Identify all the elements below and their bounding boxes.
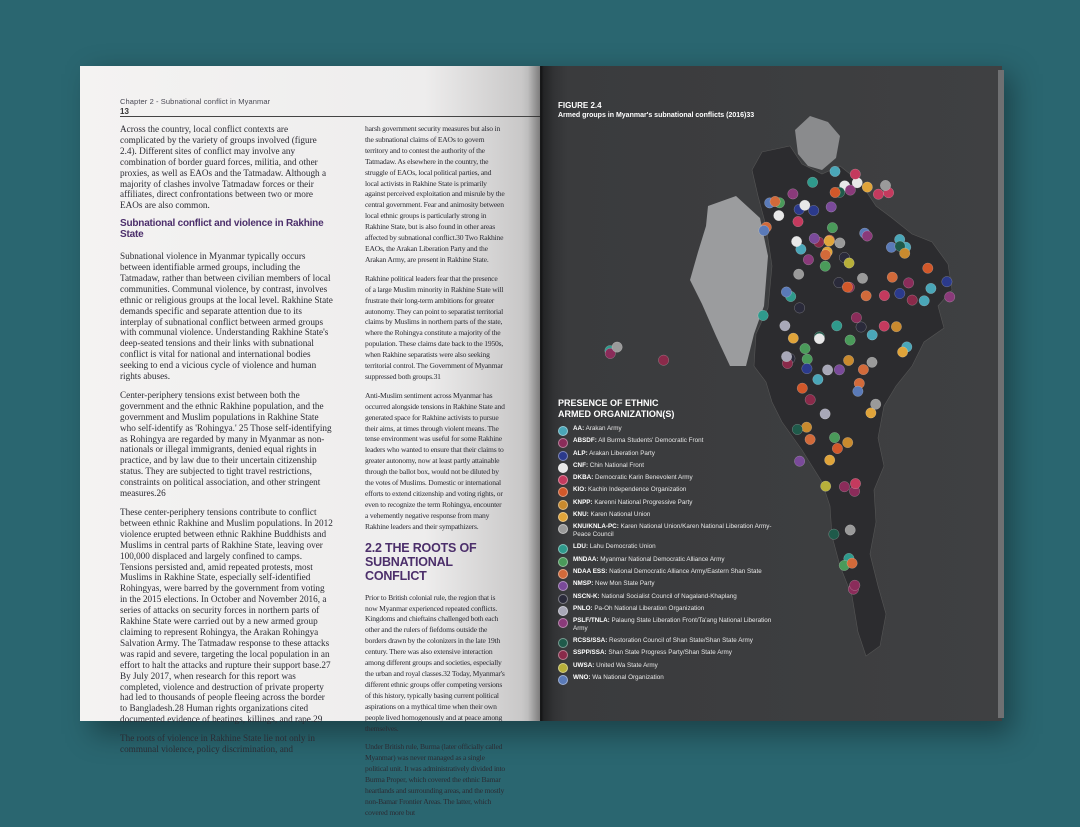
legend-label bbox=[573, 649, 732, 657]
legend-name: Myanmar National Democratic Alliance Army bbox=[598, 555, 725, 563]
eao-marker bbox=[803, 255, 813, 265]
eao-marker bbox=[853, 386, 863, 396]
eao-marker bbox=[919, 296, 929, 306]
eao-marker bbox=[658, 355, 668, 365]
legend-name: Shan State Progress Party/Shan State Army bbox=[606, 649, 732, 657]
legend-label bbox=[573, 450, 655, 458]
legend-abbr: KNPP: bbox=[573, 498, 593, 506]
eao-marker bbox=[858, 364, 868, 374]
eao-marker bbox=[788, 189, 798, 199]
legend-item bbox=[558, 543, 818, 555]
eao-marker bbox=[867, 357, 877, 367]
eao-marker bbox=[612, 342, 622, 352]
legend-name: Lahu Democratic Union bbox=[588, 543, 656, 551]
eao-marker bbox=[891, 322, 901, 332]
eao-marker bbox=[903, 278, 913, 288]
legend-name: United Wa State Army bbox=[594, 661, 658, 669]
eao-marker bbox=[821, 481, 831, 491]
eao-marker bbox=[791, 236, 801, 246]
legend-item bbox=[558, 462, 818, 474]
legend-title: PRESENCE OF ETHNIC ARMED ORGANIZATION(S) bbox=[558, 398, 675, 419]
legend-label bbox=[573, 499, 692, 507]
eao-marker bbox=[842, 282, 852, 292]
eao-marker bbox=[832, 321, 842, 331]
legend-item bbox=[558, 662, 818, 674]
legend-name: Wa National Organization bbox=[590, 674, 664, 682]
legend-label bbox=[573, 543, 656, 551]
eao-marker bbox=[770, 196, 780, 206]
legend-abbr: NMSP: bbox=[573, 580, 594, 588]
eao-marker bbox=[820, 250, 830, 260]
eao-marker bbox=[926, 283, 936, 293]
legend-abbr: PNLO: bbox=[573, 604, 593, 612]
legend-label bbox=[573, 568, 762, 576]
eao-marker bbox=[897, 347, 907, 357]
legend-item bbox=[558, 556, 818, 568]
paragraph: Across the country, local conflict contexts are complicated by the variety of groups involved (figure 2.4). Different sites of conflict may involve any combination of border guard forces, militia, and other proxies, as well as EAOs and the Tatmadaw. Although a majority of clashes involve Tatmadaw forces or their affiliates, direct confrontations between two or more EAOs are also common. bbox=[120, 124, 327, 211]
chapter-section-heading: 2.2 THE ROOTS OF SUBNATIONAL CONFLICT bbox=[365, 540, 477, 583]
eao-marker bbox=[809, 205, 819, 215]
eao-marker bbox=[843, 437, 853, 447]
eao-marker bbox=[814, 334, 824, 344]
legend-abbr: LDU: bbox=[573, 543, 589, 551]
eao-marker bbox=[758, 310, 768, 320]
legend-abbr: DKBA: bbox=[573, 474, 594, 482]
legend-swatch bbox=[558, 650, 568, 660]
legend-label bbox=[573, 474, 693, 482]
legend-name: Arakan Army bbox=[584, 425, 622, 432]
paragraph: The roots of violence in Rakhine State lie not only in communal violence, policy discrimination, and bbox=[120, 733, 315, 755]
eao-marker bbox=[862, 182, 872, 192]
legend-swatch bbox=[558, 544, 568, 554]
legend-name: Karen National Union bbox=[588, 511, 651, 519]
legend-label bbox=[573, 486, 686, 494]
eao-marker bbox=[907, 295, 917, 305]
text-column-1 bbox=[120, 124, 334, 763]
paragraph: harsh government security measures but also in the subnational claims of EAOs to govern territory and to contest the authority of the Tatmadaw. As elsewhere in the country, the struggle of EAOs, local political parties, and local activists in Rakhine State is primarily against perceived exploitation and misrule by the central government. Fear and animosity between local ethnic groups is particularly strong in Rakhine State, but is also found in other areas affected by subnational conflict.30 Two Rakhine EAOs, the Arakan Liberation Party and the Arakan Army, are present in Rakhine State. bbox=[365, 124, 505, 264]
eao-marker bbox=[873, 189, 883, 199]
paragraph: Prior to British colonial rule, the region that is now Myanmar experienced repeated conflicts. Kingdoms and chieftains challenged both each other and the rulers of fiefdoms outside the borders drawn by the colonizers in the late 19th century. There was also extensive interaction among different groups and societies, especially the urban and royal classes.32 Today, Myanmar's different ethnic groups offer competing versions of this history, typically basing current political aspirations on a mythical time when their own people lived homogenously and at peace among themselves. bbox=[365, 592, 505, 733]
legend-item bbox=[558, 474, 818, 486]
legend-name: National Socialist Council of Nagaland-Khaplang bbox=[599, 592, 737, 600]
eao-marker bbox=[923, 263, 933, 273]
legend-swatch bbox=[558, 638, 568, 648]
eao-marker bbox=[847, 558, 857, 568]
eao-marker bbox=[805, 395, 815, 405]
legend-item bbox=[558, 568, 818, 580]
legend-label bbox=[573, 425, 622, 433]
eao-marker bbox=[942, 277, 952, 287]
legend-name: Karen National Union/Karen National Liberation Army-Peace Council bbox=[573, 523, 772, 539]
eao-marker bbox=[880, 180, 890, 190]
legend-item bbox=[558, 593, 818, 605]
legend-item bbox=[558, 523, 818, 543]
legend-swatch bbox=[558, 594, 568, 604]
legend-item bbox=[558, 450, 818, 462]
legend-swatch bbox=[558, 463, 568, 473]
legend-swatch bbox=[558, 487, 568, 497]
legend-abbr: NSCN-K: bbox=[573, 592, 600, 600]
legend-abbr: RCSS/SSA: bbox=[573, 637, 608, 645]
eao-marker bbox=[895, 288, 905, 298]
eao-marker bbox=[794, 303, 804, 313]
eao-marker bbox=[820, 409, 830, 419]
eao-marker bbox=[857, 273, 867, 283]
legend-item bbox=[558, 649, 818, 661]
eao-marker bbox=[800, 200, 810, 210]
legend-item bbox=[558, 637, 818, 649]
legend-name: Arakan Liberation Party bbox=[587, 449, 655, 457]
eao-marker bbox=[822, 365, 832, 375]
eao-marker bbox=[879, 290, 889, 300]
legend-name: Restoration Council of Shan State/Shan State Army bbox=[607, 637, 753, 645]
eao-marker bbox=[900, 248, 910, 258]
eao-marker bbox=[797, 383, 807, 393]
legend-abbr: KIO: bbox=[573, 486, 587, 494]
legend-name: Palaung State Liberation Front/Ta'ang National Liberation Army bbox=[573, 617, 772, 633]
legend-abbr: AA: bbox=[573, 425, 585, 432]
legend-abbr: UWSA: bbox=[573, 661, 595, 669]
legend-swatch bbox=[558, 524, 568, 534]
eao-marker bbox=[834, 365, 844, 375]
legend-label bbox=[573, 511, 650, 519]
left-page bbox=[80, 66, 540, 817]
eao-marker bbox=[832, 443, 842, 453]
eao-marker bbox=[867, 330, 877, 340]
eao-marker bbox=[829, 529, 839, 539]
eao-marker bbox=[856, 322, 866, 332]
legend-item bbox=[558, 425, 818, 437]
legend-name: Karenni National Progressive Party bbox=[592, 498, 693, 506]
legend-swatch bbox=[558, 451, 568, 461]
eao-marker bbox=[945, 292, 955, 302]
legend-abbr: WNO: bbox=[573, 674, 591, 682]
eao-marker bbox=[781, 287, 791, 297]
legend-label bbox=[573, 462, 644, 470]
legend-swatch bbox=[558, 675, 568, 685]
legend-abbr: KNU/KNLA-PC: bbox=[573, 523, 619, 531]
legend-label bbox=[573, 662, 658, 670]
eao-marker bbox=[825, 455, 835, 465]
legend-item bbox=[558, 486, 818, 498]
paragraph: Anti-Muslim sentiment across Myanmar has occurred alongside tensions in Rakhine State and generated space for Rakhine activists to pursue their aims, at times through violent means. The tense environment was useful for some Rakhine leaders who wanted to ensure that their claims to greater autonomy, now at least partly attainable through the ballot box, would not be diluted by the votes of Muslims. Domestic or international efforts to extend citizenship and voting rights, or even to recognize the term Rohingya, encounter a vehemently negative response from many Rakhine leaders and their sympathizers. bbox=[365, 390, 505, 531]
eao-marker bbox=[835, 238, 845, 248]
legend-swatch bbox=[558, 438, 568, 448]
legend-swatch bbox=[558, 569, 568, 579]
legend-label bbox=[573, 674, 664, 682]
legend-name: National Democratic Alliance Army/Eastern Shan State bbox=[607, 567, 762, 575]
eao-marker bbox=[813, 374, 823, 384]
eao-marker bbox=[861, 291, 871, 301]
eao-marker bbox=[824, 236, 834, 246]
legend-item bbox=[558, 580, 818, 592]
legend-swatch bbox=[558, 606, 568, 616]
page-number: 13 bbox=[120, 107, 129, 116]
legend-swatch bbox=[558, 581, 568, 591]
legend-item bbox=[558, 437, 818, 449]
paragraph: Subnational violence in Myanmar typically occurs between identifiable armed groups, including the Tatmadaw, rather than between civilian members of local communities. Communal violence, by contrast, involves ethnic or religious groups at the local level. Rakhine State demands specific and separate attention due to its interplay of subnational conflict between armed groups with communal violence. Understanding Rakhine State's deep-seated tensions and their links with subnational conflict is vital for national and international bodies seeking to end a vicious cycle of violence and human rights abuses. bbox=[120, 251, 333, 382]
legend-swatch bbox=[558, 663, 568, 673]
legend-swatch bbox=[558, 557, 568, 567]
legend-label bbox=[573, 593, 737, 601]
paragraph: These center-periphery tensions contribute to conflict between ethnic Rakhine and Muslim populations. In 2012 violence erupted between ethnic Rakhine Buddhists and Muslims in central parts of Rakhine State, leaving over 100,000 displaced and largely confined to camps. Tensions persisted and, amid repeated protests, most Muslims in Rakhine State, especially self-identified Rohingyas, were barred by the government from voting in the 2015 elections. In October and November 2016, a series of attacks on security forces in northern parts of Rakhine State were carried out by a new armed group claiming to represent Rohingya, the Arakan Rohingya Salvation Army. The Tatmadaw response to these attacks was rapid and severe, targeting the local population in an effort to halt the attacks and rupture their support base.27 By July 2017, when research for this report was completed, violence and destruction of private property had led to thousands of people fleeing across the border to Bangladesh.28 Human rights organizations cited documented evidence of beatings, killings, and rape.29 bbox=[120, 507, 333, 725]
legend-abbr: SSPP/SSA: bbox=[573, 649, 607, 657]
eao-marker bbox=[879, 321, 889, 331]
legend-label bbox=[573, 605, 704, 613]
eao-marker bbox=[843, 355, 853, 365]
legend-item bbox=[558, 674, 818, 686]
paragraph: Center-periphery tensions exist between both the government and the ethnic Rakhine population, and the government and Muslim populations in Rakhine State who self-identify as 'Rohingya.' 25 Those self-identifying as Rohingya are regarded by many in Myanmar as non-nationals or illegal immigrants, denied equal rights in practice, and by law due to their uncertain citizenship status. They are subjected to tight travel restrictions, constraints on political association, and other stringent measures.26 bbox=[120, 389, 332, 499]
eao-marker bbox=[781, 351, 791, 361]
running-head: Chapter 2 - Subnational conflict in Myanmar bbox=[120, 97, 271, 106]
paragraph: Rakhine political leaders fear that the presence of a large Muslim minority in Rakhine State will frustrate their long-term ambitions for greater autonomy. They can point to separatist territorial claims by Muslims in northern parts of the state, where the Rohingya constitute a majority of the population. These claims date back to the 1950s, when Rakhine separatists were also seeking territorial control. The Government of Myanmar suppressed both groups.31 bbox=[365, 273, 504, 381]
legend-abbr: KNU: bbox=[573, 511, 589, 519]
legend-name: All Burma Students' Democratic Front bbox=[596, 437, 704, 445]
legend-label bbox=[573, 580, 655, 588]
legend-label bbox=[573, 637, 753, 645]
legend-abbr: PSLF/TNLA: bbox=[573, 617, 610, 625]
eao-marker bbox=[826, 202, 836, 212]
eao-marker bbox=[839, 482, 849, 492]
legend-label bbox=[573, 437, 703, 445]
figure-label: FIGURE 2.4 bbox=[558, 101, 602, 110]
eao-marker bbox=[850, 169, 860, 179]
legend-swatch bbox=[558, 500, 568, 510]
text-column-2 bbox=[365, 124, 505, 827]
eao-marker bbox=[851, 313, 861, 323]
legend-name: Kachin Independence Organization bbox=[586, 486, 687, 494]
eao-marker bbox=[800, 343, 810, 353]
legend-abbr: ABSDF: bbox=[573, 437, 597, 445]
legend-label bbox=[573, 617, 773, 633]
eao-marker bbox=[845, 525, 855, 535]
eao-marker bbox=[850, 580, 860, 590]
eao-marker bbox=[830, 166, 840, 176]
eao-marker bbox=[788, 333, 798, 343]
eao-marker bbox=[759, 225, 769, 235]
eao-marker bbox=[845, 185, 855, 195]
eao-marker bbox=[809, 233, 819, 243]
figure-title: Armed groups in Myanmar's subnational conflicts (2016)33 bbox=[558, 112, 755, 119]
legend-abbr: NDAA ESS: bbox=[573, 567, 608, 575]
legend-name: Chin National Front bbox=[588, 461, 645, 469]
right-page bbox=[540, 66, 1002, 721]
legend-abbr: CNF: bbox=[573, 461, 589, 469]
eao-marker bbox=[807, 177, 817, 187]
legend-abbr: ALP: bbox=[573, 449, 588, 457]
eao-marker bbox=[820, 261, 830, 271]
section-heading: Subnational conflict and violence in Rakhine State bbox=[120, 218, 324, 241]
eao-marker bbox=[793, 216, 803, 226]
eao-marker bbox=[830, 187, 840, 197]
eao-marker bbox=[887, 272, 897, 282]
eao-marker bbox=[862, 231, 872, 241]
eao-marker bbox=[780, 321, 790, 331]
legend-label bbox=[573, 523, 773, 539]
eao-marker bbox=[774, 210, 784, 220]
legend-name: Pa-Oh National Liberation Organization bbox=[592, 604, 705, 612]
eao-marker bbox=[827, 223, 837, 233]
page-edge bbox=[998, 70, 1004, 718]
eao-marker bbox=[802, 354, 812, 364]
paragraph: Under British rule, Burma (later officially called Myanmar) was never managed as a single political unit. It was administratively divided into Burma Proper, which covered the ethnic Bamar heartlands and surrounding areas, and the mostly non-Bamar Frontier Areas. The latter, which covered more but bbox=[365, 742, 505, 817]
legend-name: New Mon State Party bbox=[593, 580, 655, 588]
legend-item bbox=[558, 605, 818, 617]
eao-marker bbox=[871, 399, 881, 409]
eao-marker bbox=[829, 432, 839, 442]
legend-name: Democratic Karin Benevolent Army bbox=[593, 474, 693, 482]
header-rule bbox=[120, 116, 540, 117]
legend bbox=[558, 425, 818, 686]
legend-item bbox=[558, 511, 818, 523]
book-gutter bbox=[528, 66, 554, 721]
legend-swatch bbox=[558, 618, 568, 628]
legend-item bbox=[558, 499, 818, 511]
eao-marker bbox=[802, 363, 812, 373]
legend-label bbox=[573, 556, 725, 564]
eao-marker bbox=[845, 335, 855, 345]
legend-abbr: MNDAA: bbox=[573, 555, 599, 563]
map-region-north bbox=[795, 116, 840, 170]
eao-marker bbox=[850, 478, 860, 488]
legend-swatch bbox=[558, 426, 568, 436]
legend-swatch bbox=[558, 512, 568, 522]
legend-item bbox=[558, 617, 818, 637]
eao-marker bbox=[794, 269, 804, 279]
legend-swatch bbox=[558, 475, 568, 485]
eao-marker bbox=[844, 258, 854, 268]
